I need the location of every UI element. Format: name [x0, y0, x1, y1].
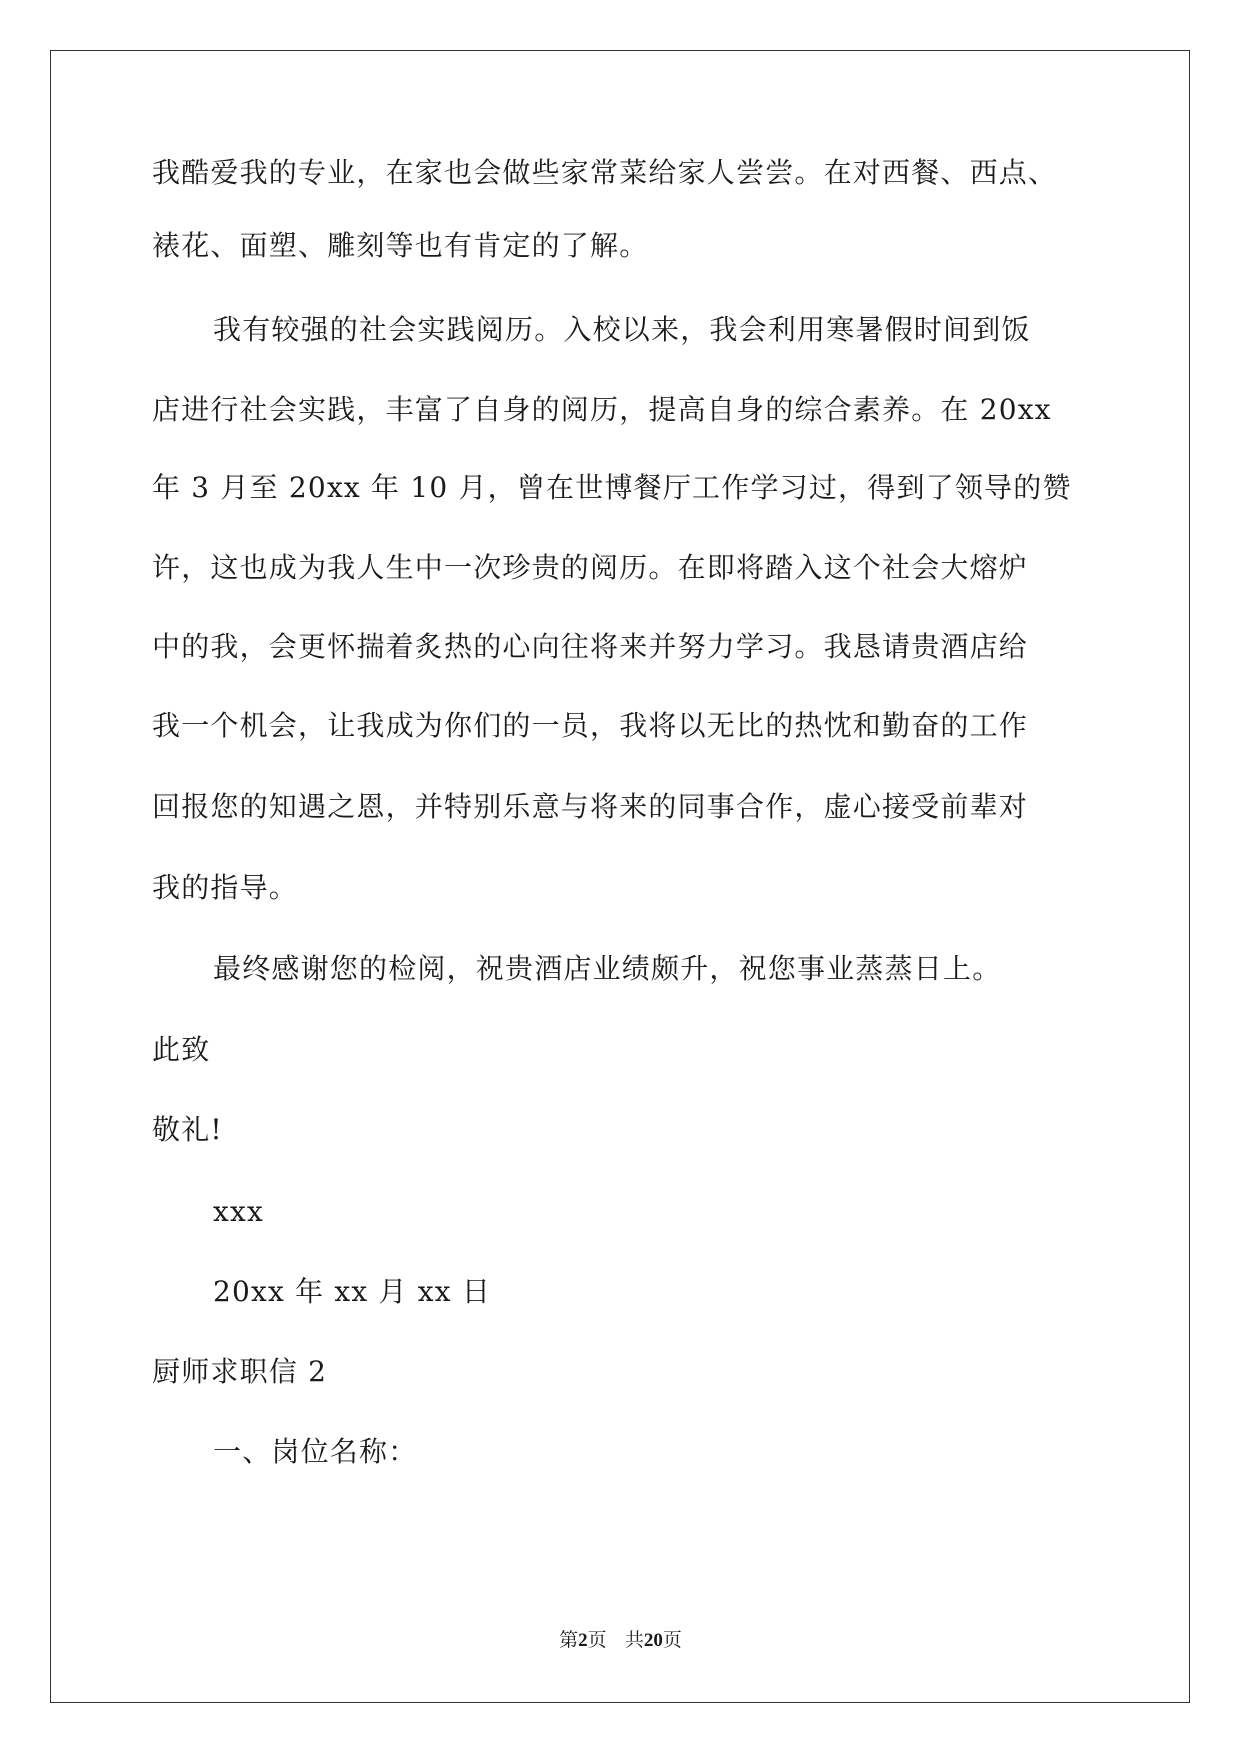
- closing: 敬礼!: [152, 1113, 223, 1146]
- paragraph-line: 店进行社会实践，丰富了自身的阅历，提高自身的综合素养。在 20xx: [152, 393, 1052, 426]
- paragraph-line: 年 3 月至 20xx 年 10 月，曾在世博餐厅工作学习过，得到了领导的赞: [152, 471, 1072, 504]
- paragraph-line: 许，这也成为我人生中一次珍贵的阅历。在即将踏入这个社会大熔炉: [152, 551, 1029, 584]
- footer-page-number: 2: [578, 1630, 588, 1651]
- paragraph-line: 裱花、面塑、雕刻等也有肯定的了解。: [152, 229, 649, 262]
- paragraph-line: 我一个机会，让我成为你们的一员，我将以无比的热忱和勤奋的工作: [152, 709, 1029, 742]
- paragraph-line: 我的指导。: [152, 871, 299, 904]
- footer-total-pages: 20: [643, 1630, 663, 1651]
- footer-total-suffix: 页: [662, 1629, 682, 1651]
- signature: xxx: [213, 1195, 264, 1228]
- date-line: 20xx 年 xx 月 xx 日: [213, 1275, 492, 1308]
- salutation: 此致: [152, 1033, 211, 1066]
- section-title: 厨师求职信 2: [152, 1355, 328, 1388]
- footer-page-prefix: 第: [559, 1629, 579, 1651]
- footer-page-suffix: 页: [587, 1629, 607, 1651]
- page-footer: [0, 1628, 1241, 1653]
- paragraph-line: 最终感谢您的检阅，祝贵酒店业绩颇升，祝您事业蒸蒸日上。: [213, 952, 1002, 985]
- paragraph-line: 回报您的知遇之恩，并特别乐意与将来的同事合作，虚心接受前辈对: [152, 790, 1029, 823]
- paragraph-line: 我酷爱我的专业，在家也会做些家常菜给家人尝尝。在对西餐、西点、: [152, 156, 1058, 189]
- footer-total-prefix: 共: [624, 1629, 644, 1651]
- subsection-heading: 一、岗位名称：: [213, 1435, 418, 1468]
- paragraph-line: 中的我，会更怀揣着炙热的心向往将来并努力学习。我恳请贵酒店给: [152, 630, 1029, 663]
- paragraph-line: 我有较强的社会实践阅历。入校以来，我会利用寒暑假时间到饭: [213, 313, 1031, 346]
